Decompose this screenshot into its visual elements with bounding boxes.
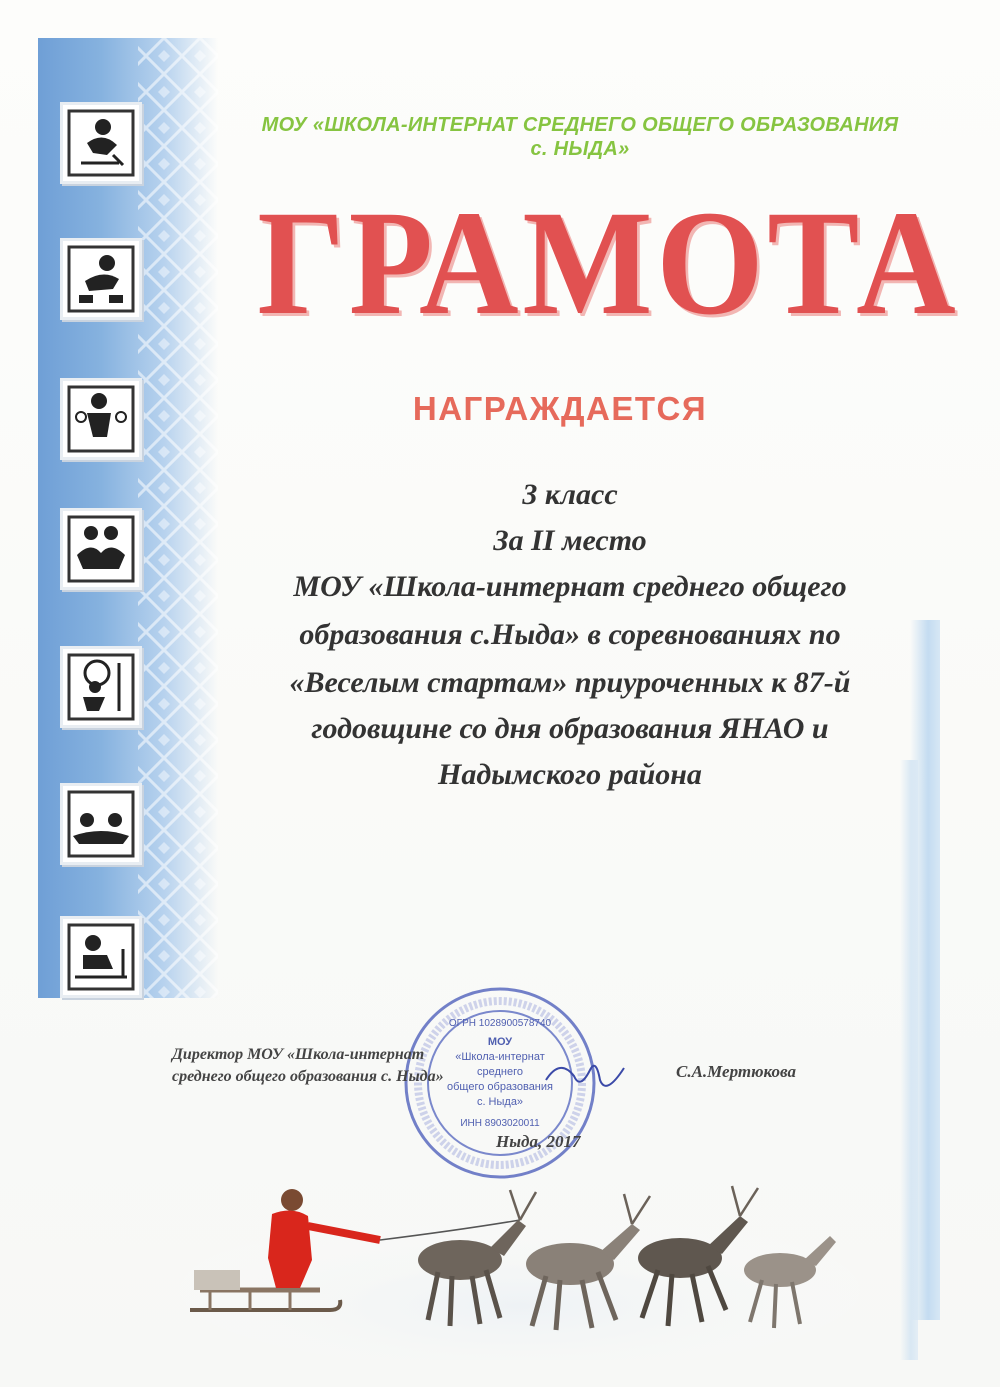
reindeer-sled-illustration xyxy=(180,1160,860,1360)
body-line-7: Надымского района xyxy=(438,758,702,791)
stamp-inn: ИНН 8903020011 xyxy=(460,1118,540,1129)
body-line-place: За II место xyxy=(493,524,647,557)
right-ornament-band-inner xyxy=(900,760,918,1360)
school-name-line1: МОУ «ШКОЛА-ИНТЕРНАТ СРЕДНЕГО ОБЩЕГО ОБРАЗОВАНИЯ xyxy=(261,114,899,136)
wrestling-icon xyxy=(60,508,142,590)
stamp-line-2: «Школа-интернат xyxy=(455,1051,545,1063)
director-position-line2: среднего общего образования с. Ныда» xyxy=(172,1068,444,1085)
shot-put-icon xyxy=(60,378,142,460)
stamp-ogrn: ОГРН 1028900578740 xyxy=(448,1018,552,1029)
body-line-4: образования с.Ныда» в соревнованиях по xyxy=(299,618,841,651)
director-name: С.А.Мертюкова xyxy=(676,1062,796,1081)
stamp-line-1: МОУ xyxy=(487,1036,513,1048)
curling-icon xyxy=(60,238,142,320)
stamp-line-4: общего образования xyxy=(447,1081,553,1093)
body-line-6: годовщине со дня образования ЯНАО и xyxy=(311,712,829,745)
hockey-player-icon xyxy=(60,102,142,184)
certificate-title: ГРАМОТА xyxy=(257,180,960,346)
rowing-icon xyxy=(60,783,142,865)
handwritten-signature xyxy=(540,1050,630,1100)
stamp-line-3: среднего xyxy=(477,1066,523,1078)
body-line-class: 3 класс xyxy=(522,478,618,511)
school-name-line2: с. НЫДА» xyxy=(530,138,630,160)
ball-runner-icon xyxy=(60,646,142,728)
sled-icon xyxy=(60,916,142,998)
stamp-line-5: с. Ныда» xyxy=(476,1096,524,1108)
body-line-5: «Веселым стартам» приуроченных к 87-й xyxy=(289,666,851,699)
body-line-3: МОУ «Школа-интернат среднего общего xyxy=(293,570,847,603)
director-position-line1: Директор МОУ «Школа-интернат xyxy=(172,1046,425,1063)
place-and-date: Ныда, 2017 xyxy=(496,1132,581,1151)
awarded-heading: НАГРАЖДАЕТСЯ xyxy=(412,390,708,427)
